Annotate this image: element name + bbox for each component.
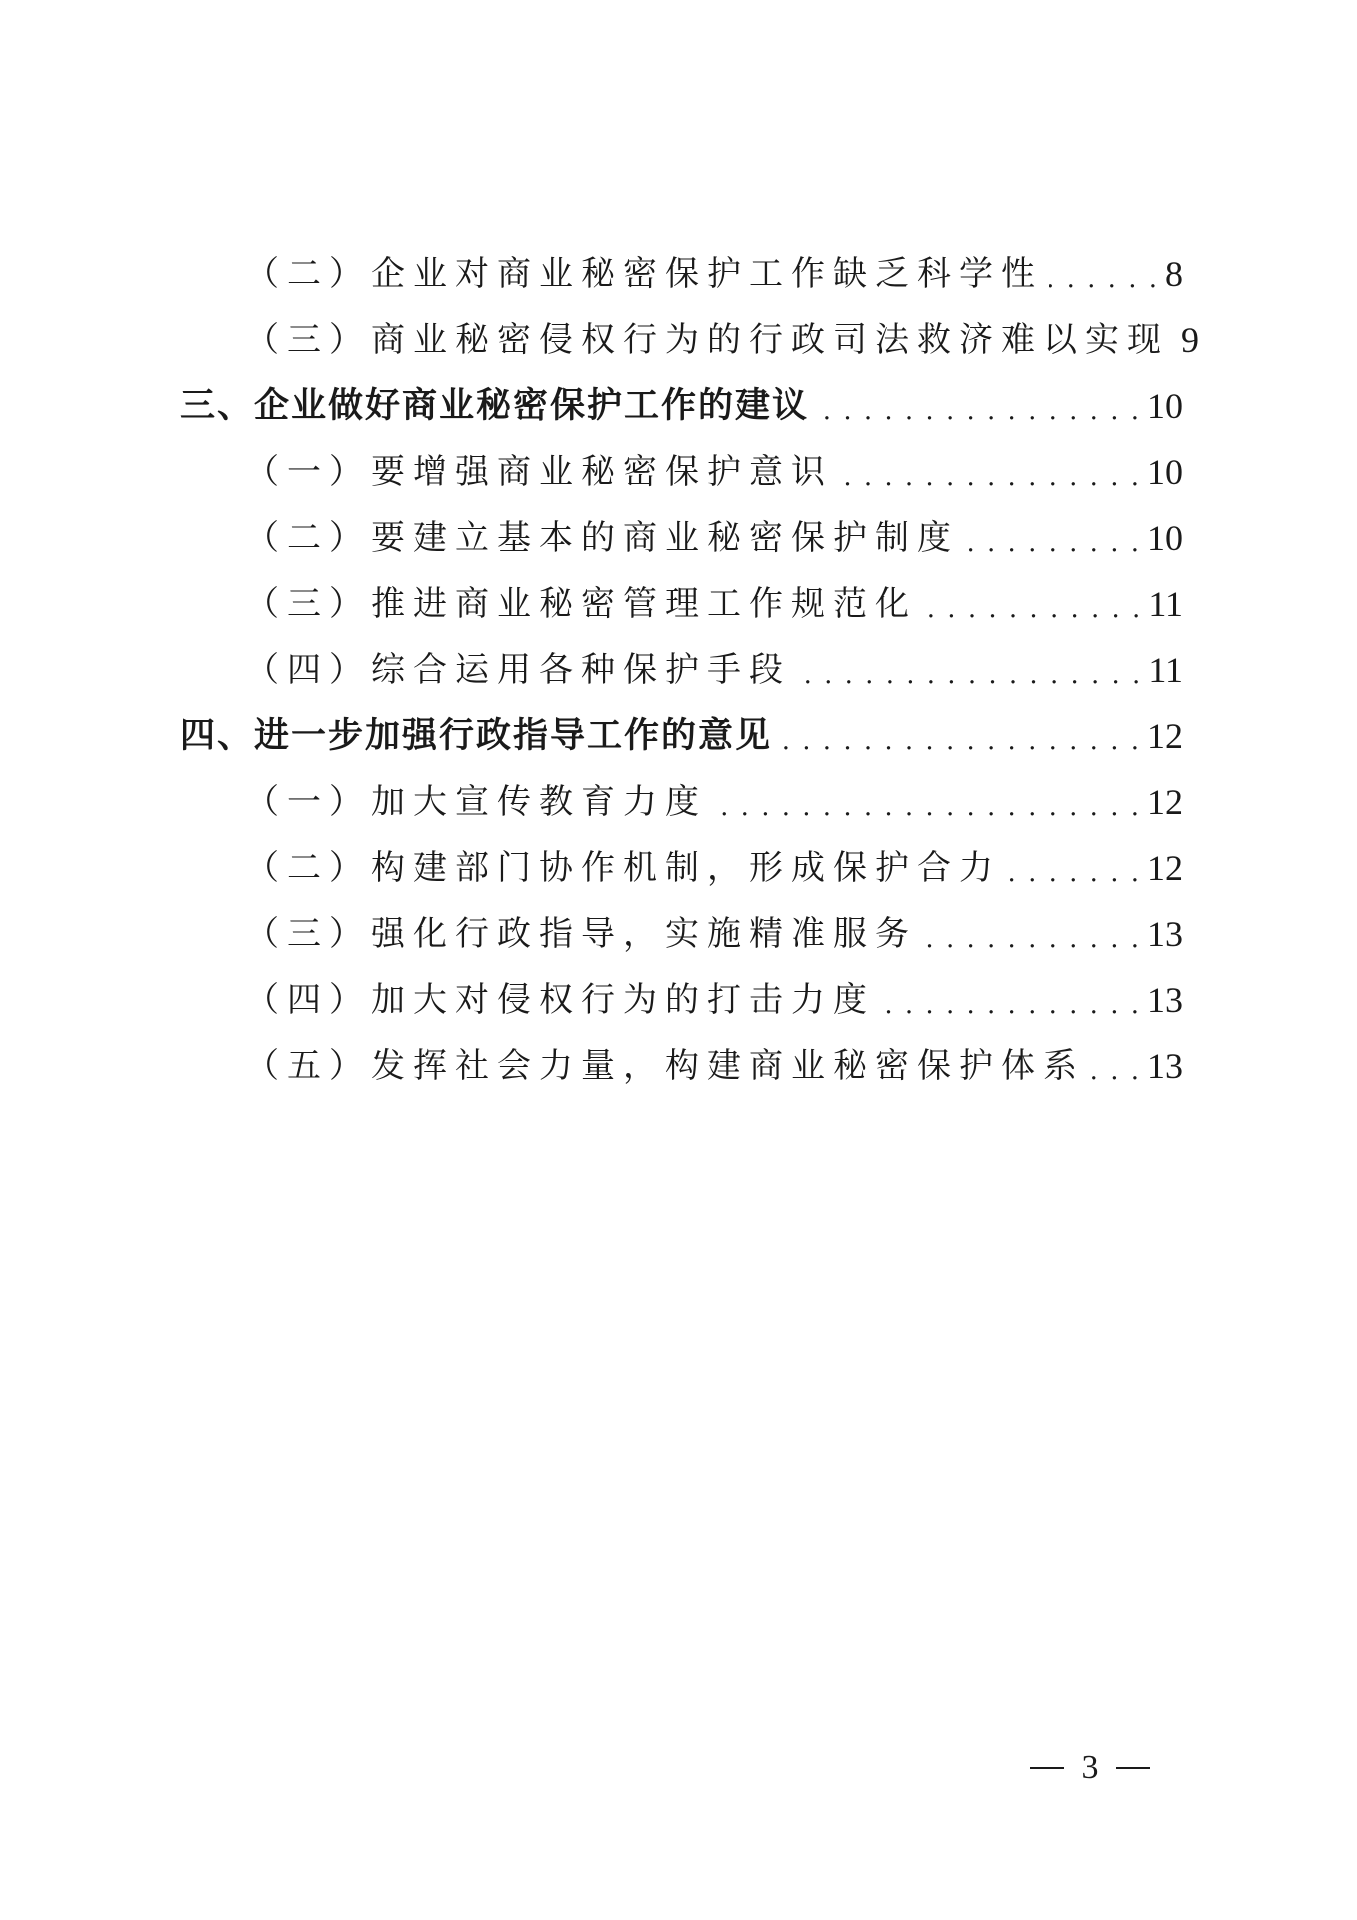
toc-entry-title: （三）强化行政指导，实施精准服务: [245, 914, 917, 954]
toc-entry-page: 13: [1147, 914, 1183, 954]
toc-entry-page: 11: [1148, 650, 1183, 690]
page-number: 3: [1081, 1749, 1099, 1786]
toc-entry: [245, 576, 1183, 632]
toc-dot-leader: [1049, 246, 1159, 302]
toc-entry-title: 三、企业做好商业秘密保护工作的建议: [180, 386, 810, 426]
toc-entry-title: （二）构建部门协作机制，形成保护合力: [245, 848, 1001, 888]
toc-entry: [180, 708, 1183, 764]
toc-entry: [245, 312, 1199, 368]
toc-entry: [245, 642, 1183, 698]
toc-entry-title: （二）要建立基本的商业秘密保护制度: [245, 518, 959, 558]
toc-dot-leader: [713, 774, 1141, 830]
toc-entry-title: 四、进一步加强行政指导工作的意见: [180, 716, 773, 756]
toc-entry-page: 10: [1147, 518, 1183, 558]
toc-dot-leader: [815, 378, 1141, 434]
toc-entry-page: 12: [1147, 848, 1183, 888]
footer-dash-left: [1030, 1767, 1064, 1769]
toc-entry-title: （四）综合运用各种保护手段: [245, 650, 791, 690]
toc-dot-leader: [778, 708, 1141, 764]
toc-dot-leader: [881, 972, 1141, 1028]
toc-entry-page: 12: [1147, 782, 1183, 822]
toc-dot-leader: [1091, 1038, 1141, 1094]
toc-dot-leader: [1007, 840, 1141, 896]
toc-entry: [245, 246, 1183, 302]
toc-entry-title: （三）商业秘密侵权行为的行政司法救济难以实现: [245, 320, 1169, 360]
toc-dot-leader: [923, 906, 1141, 962]
toc-entry: [245, 972, 1183, 1028]
toc-entry-title: （一）加大宣传教育力度: [245, 782, 707, 822]
toc-dot-leader: [797, 642, 1142, 698]
page-footer: [1030, 1748, 1150, 1788]
toc-entry-page: 8: [1165, 254, 1183, 294]
toc-entry: [245, 840, 1183, 896]
toc-entry-page: 12: [1147, 716, 1183, 756]
footer-dash-right: [1116, 1767, 1150, 1769]
toc-entry-page: 10: [1147, 386, 1183, 426]
toc-dot-leader: [965, 510, 1141, 566]
toc-entry-title: （四）加大对侵权行为的打击力度: [245, 980, 875, 1020]
toc-entry: [245, 906, 1183, 962]
toc-entry-page: 11: [1148, 584, 1183, 624]
toc-dot-leader: [839, 444, 1141, 500]
toc-entry-title: （二）企业对商业秘密保护工作缺乏科学性: [245, 254, 1043, 294]
toc-entry-title: （三）推进商业秘密管理工作规范化: [245, 584, 917, 624]
toc-entry: [180, 378, 1183, 434]
toc-entry: [245, 510, 1183, 566]
toc-entry-page: 13: [1147, 1046, 1183, 1086]
toc-entry: [245, 444, 1183, 500]
toc-entry-page: 10: [1147, 452, 1183, 492]
toc-entry: [245, 774, 1183, 830]
toc-entry-title: （一）要增强商业秘密保护意识: [245, 452, 833, 492]
toc-entry-page: 9: [1181, 320, 1199, 360]
toc-entry-page: 13: [1147, 980, 1183, 1020]
toc-dot-leader: [923, 576, 1142, 632]
toc-entry-title: （五）发挥社会力量，构建商业秘密保护体系: [245, 1046, 1085, 1086]
toc-entry: [245, 1038, 1183, 1094]
